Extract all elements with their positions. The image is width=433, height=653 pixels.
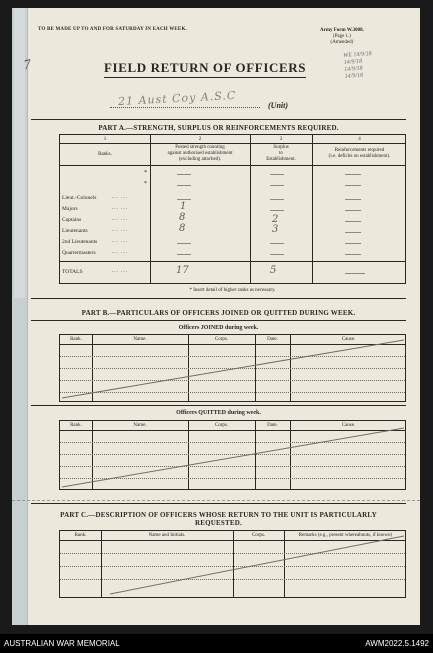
part-b-heading: PART B.—PARTICULARS OF OFFICERS JOINED OR QUITTED DURING WEEK. — [81, 309, 356, 317]
part-c-heading-line: REQUESTED. — [195, 519, 242, 527]
cancel-line-requested — [110, 536, 404, 594]
col-header-remarks: Remarks (e.g., present whereabouts, if known) — [298, 533, 393, 538]
stamp-note: 14/9/18 — [344, 72, 364, 80]
col-header-corps: Corps. — [214, 337, 229, 342]
archive-name: AUSTRALIAN WAR MEMORIAL — [4, 639, 120, 648]
header-line: (excluding attached). — [178, 157, 222, 162]
unit-handwritten: 21 Aust Coy A.S.C — [117, 88, 237, 109]
rank-label: Quartermasters — [62, 250, 96, 256]
totals-label: TOTALS — [62, 269, 83, 275]
col-header-corps: Corps. — [214, 423, 229, 428]
leader-dots: ... ... — [112, 217, 128, 222]
col-header-cause: Cause. — [341, 337, 356, 342]
stamp-note: 14/9/18 — [344, 65, 363, 73]
rank-label: Lieutenants — [62, 228, 88, 234]
header-line: to — [279, 151, 283, 156]
part-a-heading: PART A.—STRENGTH, SURPLUS OR REINFORCEMENTS REQUIRED. — [98, 124, 339, 132]
col-header-rank: Rank. — [70, 423, 82, 428]
rank-label: Majors — [62, 206, 78, 212]
col-header-rank: Rank. — [74, 533, 87, 538]
lieutenants-posted: 8 — [179, 223, 186, 234]
majors-posted: 1 — [180, 201, 187, 212]
archive-id: AWM2022.5.1492 — [365, 639, 429, 648]
lieutenants-surplus: 3 — [272, 224, 279, 235]
cancel-line-joined — [62, 340, 404, 398]
rank-label: Lieut.-Colonels — [62, 195, 97, 201]
form-status: (Amended) — [330, 40, 354, 45]
col-header-ranks: Ranks. — [98, 152, 112, 157]
col-header-name: Name. — [133, 423, 147, 428]
leader-dots: ... ... — [112, 228, 128, 233]
quitted-title: Officers QUITTED during week. — [176, 410, 261, 416]
totals-posted: 17 — [176, 265, 189, 276]
leader-dots: ... ... — [112, 269, 128, 274]
form-page: (Page 1.) — [332, 34, 351, 39]
leader-dots: ... ... — [112, 195, 128, 200]
header-line: Posted strength counting — [175, 145, 225, 150]
stamp-note: 14/9/18 — [343, 58, 363, 66]
rank-label: 2nd Lieutenants — [62, 239, 98, 245]
header-line: (i.e. deficits on establishment). — [328, 154, 391, 159]
col-header-cause: Cause. — [341, 423, 356, 428]
totals-surplus: 5 — [270, 265, 277, 276]
leader-dots: ... ... — [112, 250, 128, 255]
col-header-name: Name. — [133, 337, 147, 342]
cancel-line-quitted — [62, 428, 404, 487]
higher-rank-star: * — [144, 170, 147, 176]
rank-label: Captains — [62, 217, 82, 223]
header-line: Reinforcements required — [334, 148, 385, 153]
col-header-rank: Rank. — [70, 337, 82, 342]
col-number: 4 — [358, 137, 361, 142]
joined-title: Officers JOINED during week. — [178, 325, 259, 331]
captains-posted: 8 — [179, 212, 186, 223]
captains-surplus: 2 — [272, 214, 279, 225]
fold-line — [12, 500, 420, 501]
higher-rank-star: * — [144, 181, 147, 187]
header-line: against authorised establishment — [167, 151, 233, 156]
col-header-date: Date. — [267, 423, 278, 428]
stamp-note: WE 14/9/18 — [343, 51, 372, 60]
leader-dots: ... ... — [112, 239, 128, 244]
part-c-heading-line: PART C.—DESCRIPTION OF OFFICERS WHOSE RETURN TO THE UNIT IS PARTICULARLY — [60, 511, 377, 519]
header-line: Establishment. — [266, 157, 296, 162]
header-line: Surplus — [273, 145, 289, 150]
leader-dots: ... ... — [112, 206, 128, 211]
top-note: TO BE MADE UP TO AND FOR SATURDAY IN EACH WEEK. — [38, 27, 188, 32]
col-header-name-initials: Name and Initials. — [148, 533, 186, 538]
col-header-corps: Corps. — [251, 533, 266, 538]
form-number: Army Form W.3008. — [320, 28, 364, 33]
unit-label: (Unit) — [268, 101, 288, 110]
col-number: 2 — [198, 137, 202, 142]
col-number: 1 — [103, 137, 107, 142]
margin-mark: 7 — [22, 57, 33, 74]
part-a-footnote: * Insert detail of higher ranks as necessary. — [189, 288, 276, 293]
col-header-date: Date. — [267, 337, 278, 342]
col-number: 3 — [279, 137, 283, 142]
page-title: FIELD RETURN OF OFFICERS — [104, 60, 306, 78]
archive-footer — [0, 634, 433, 653]
